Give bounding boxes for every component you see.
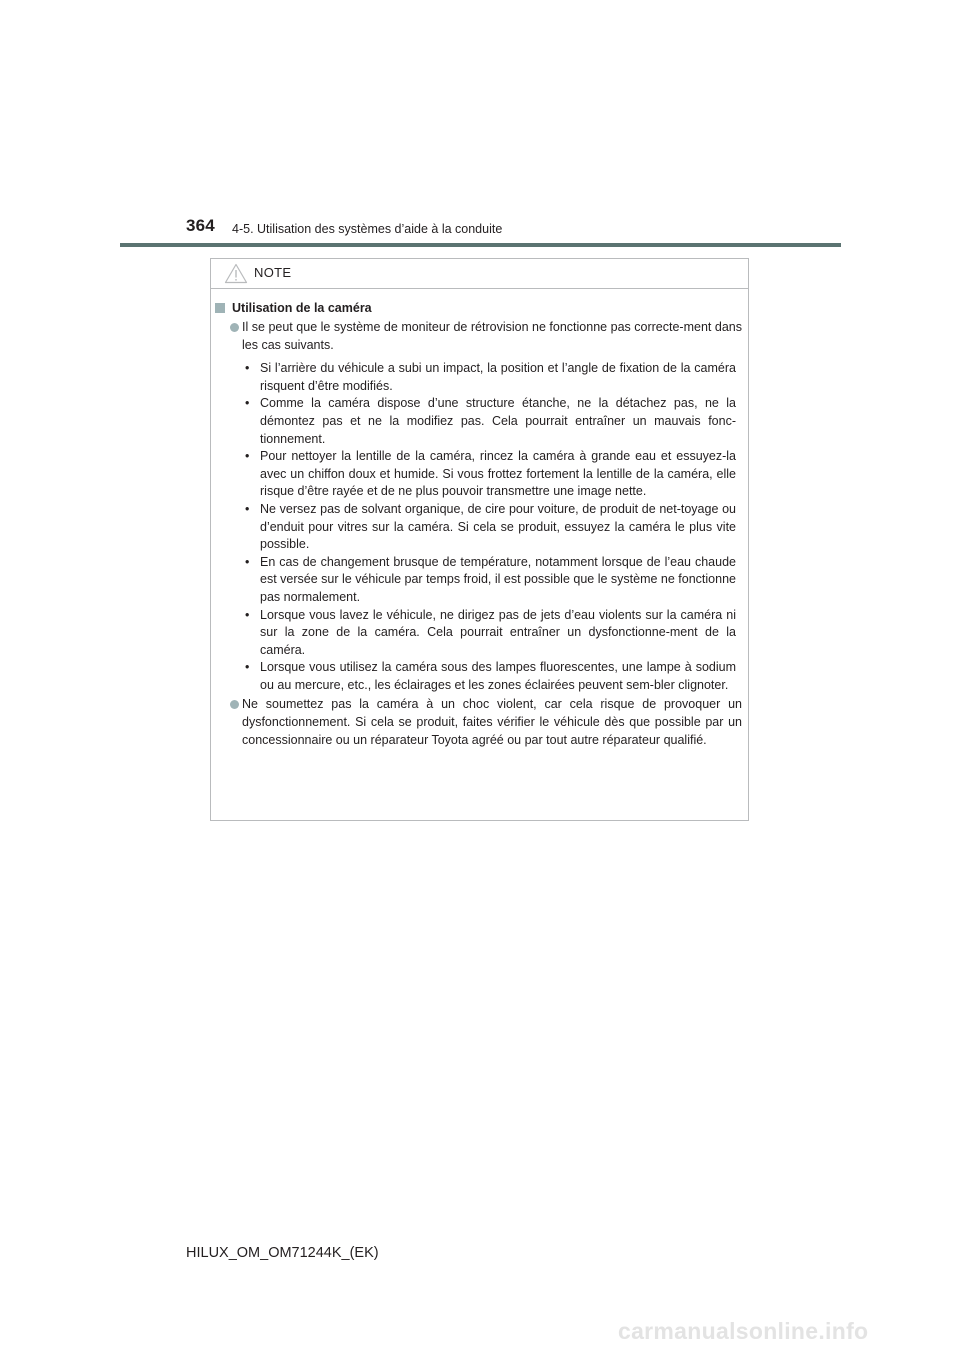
footer-code: HILUX_OM_OM71244K_(EK) [186,1245,379,1261]
sub-list-item-text: Comme la caméra dispose d’une structure étanche, ne la détachez pas, ne la démontez pas et ne la modifiez pas. Cela pourrait entraîner un mauvais fonc-tionnement. [260,396,736,446]
note-items [215,319,742,749]
sub-list-item [215,448,742,501]
bullet-icon: • [245,554,250,569]
sub-list-item-text: Ne versez pas de solvant organique, de cire pour voiture, de produit de net-toyage ou d’enduit pour vitres sur la caméra. Si cela se produit, essuyez la caméra le plus vite possible. [260,501,736,552]
sub-list-item-text: Si l’arrière du véhicule a subi un impact, la position et l’angle de fixation de la caméra risquent d’être modifiés. [260,361,736,393]
sub-list-item-text: En cas de changement brusque de température, notamment lorsque de l’eau chaude est versée sur le véhicule par temps froid, il est possible que le système ne fonctionne pas normalement. [260,554,736,604]
warning-triangle-icon [224,263,248,284]
sub-list [215,360,742,694]
note-item [215,319,742,694]
note-box [210,258,749,821]
sub-list-item [215,659,742,694]
note-body [211,289,748,749]
sub-list-item [215,554,742,607]
sub-list-item-text: Lorsque vous utilisez la caméra sous des lampes fluorescentes, une lampe à sodium ou au mercure, etc., les éclairages et les zones éclairées peuvent sem-bler clignoter. [260,660,736,692]
bullet-icon: • [245,607,250,622]
sub-list-item [215,607,742,660]
watermark: carmanualsonline.info [618,1318,869,1344]
bullet-icon: • [245,501,250,516]
note-item-body: Ne soumettez pas la caméra à un choc violent, car cela risque de provoquer un dysfonctionnement. Si cela se produit, faites vérifier le véhicule dès que possible par un concessionnaire ou un réparateur Toyota agréé ou par tout autre réparateur qualifié. [242,697,742,747]
bullet-icon: • [245,361,250,376]
sub-list-item [215,395,742,448]
circle-bullet-icon [230,323,239,332]
sub-list-item-text: Lorsque vous lavez le véhicule, ne dirigez pas de jets d’eau violents sur la caméra ni sur la zone de la caméra. Cela pourrait entraîner un dysfonctionne-ment de la caméra. [260,607,736,657]
square-marker-icon [215,303,225,313]
sub-list-item [215,360,742,395]
section-title: 4-5. Utilisation des systèmes d’aide à la conduite [232,222,503,236]
note-item-text [215,319,742,354]
header-rule [120,243,841,247]
note-item [215,696,742,749]
note-label: NOTE [254,265,292,280]
note-item-body: Il se peut que le système de moniteur de rétrovision ne fonctionne pas correcte-ment dans les cas suivants. [242,320,742,352]
page-number: 364 [186,216,215,235]
note-item-text [215,696,742,749]
bullet-icon: • [245,396,250,411]
circle-bullet-icon [230,700,239,709]
sub-list-item-text: Pour nettoyer la lentille de la caméra, rincez la caméra à grande eau et essuyez-la avec un chiffon doux et humide. Si vous frottez fortement la lentille de la caméra, elle risque d’être rayée et de ne plus pouvoir transmettre une image nette. [260,449,736,499]
note-header [211,259,748,289]
note-heading-text: Utilisation de la caméra [232,301,372,315]
bullet-icon: • [245,660,250,675]
sub-list-item [215,501,742,554]
note-heading [215,301,742,315]
bullet-icon: • [245,449,250,464]
